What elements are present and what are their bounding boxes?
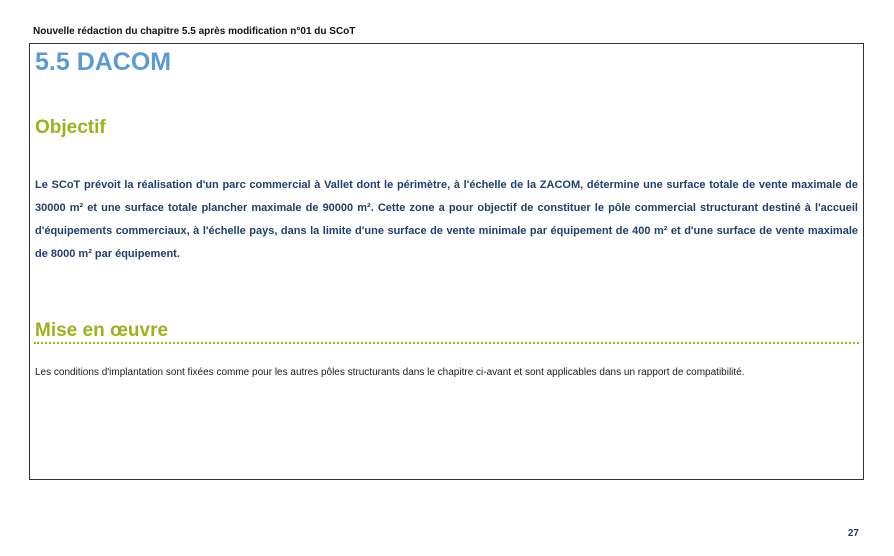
objectif-paragraph: Le SCoT prévoit la réalisation d'un parc commercial à Vallet dont le périmètre, à l'échelle de la ZACOM, détermine une surface totale de vente maximale de 30000 m² et une surface totale plancher maximale de 90000 m². Cette zone a pour objectif de constituer le pôle commercial structurant destiné à l'accueil d'équipements commerciaux, à l'échelle pays, dans la limite d'une surface de vente minimale par équipement de 400 m² et d'une surface de vente maximale de 8000 m² par équipement. xyxy=(35,179,858,260)
section-title-objectif: Objectif xyxy=(35,117,106,138)
document-header: Nouvelle rédaction du chapitre 5.5 après modification n°01 du SCoT xyxy=(33,26,356,37)
section-title-mise-en-oeuvre: Mise en œuvre xyxy=(35,320,169,341)
content-frame xyxy=(29,43,864,480)
page-number: 27 xyxy=(847,528,859,539)
chapter-title: 5.5 DACOM xyxy=(35,48,172,76)
section-divider xyxy=(34,342,859,344)
mise-en-oeuvre-paragraph: Les conditions d'implantation sont fixées comme pour les autres pôles structurants dans le chapitre ci-avant et sont applicables dans un rapport de compatibilité. xyxy=(35,367,745,378)
